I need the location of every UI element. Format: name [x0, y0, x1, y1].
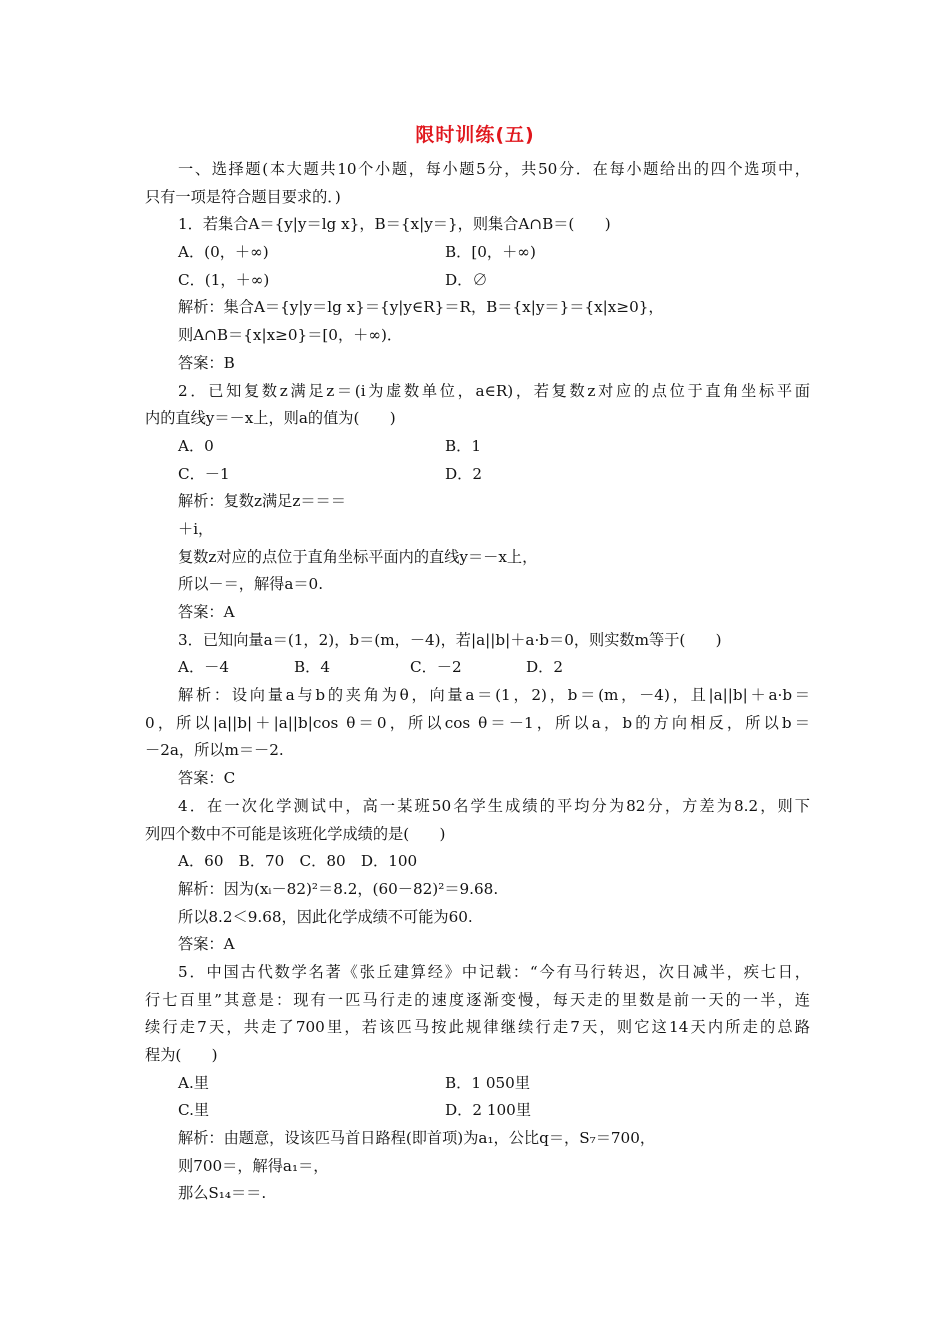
option-right: B．[0，＋∞): [445, 243, 536, 262]
option-right: B．1 050里: [445, 1073, 531, 1092]
text-line: 解析：设向量a与b的夹角为θ，向量a＝(1，2)，b＝(m，－4)，且|a||b|＋a·b＝: [178, 686, 810, 705]
option-left: A．(0，＋∞): [178, 243, 269, 262]
option-item: D．2: [526, 658, 564, 677]
text-line: 则A∩B＝{x|x≥0}＝[0，＋∞)．: [178, 326, 403, 345]
text-line: 复数z对应的点位于直角坐标平面内的直线y＝－x上，: [178, 547, 538, 566]
option-row: [145, 433, 810, 461]
text-line: 2．已知复数z满足z＝(i为虚数单位，a∈R)，若复数z对应的点位于直角坐标平面: [178, 381, 810, 400]
text-line: 答案：A: [178, 935, 235, 954]
text-line: 解析：因为(xᵢ－82)²＝8.2，(60－82)²＝9.68.: [178, 879, 499, 898]
text-line: 所以8.2＜9.68，因此化学成绩不可能为60.: [178, 907, 473, 926]
option-row: [145, 267, 810, 295]
option-right: D．2: [445, 464, 483, 483]
option-row: [145, 239, 810, 267]
text-line: 列四个数中不可能是该班化学成绩的是( ): [145, 824, 446, 843]
text-line: 则700＝，解得a₁＝，: [178, 1156, 329, 1175]
option-row: [145, 1097, 810, 1125]
option-left: C．－1: [178, 464, 230, 483]
text-line: 只有一项是符合题目要求的．): [145, 187, 341, 206]
page-title: 限时训练(五): [415, 124, 535, 146]
text-line: A．60 B．70 C．80 D．100: [178, 852, 418, 871]
option-row: [145, 461, 810, 489]
text-line: 0，所以|a||b|＋|a||b|cos θ＝0，所以cos θ＝－1，所以a，b的方向相反，所以b＝: [145, 713, 810, 732]
option-left: A.里: [178, 1073, 209, 1092]
option-left: A．0: [178, 436, 214, 455]
option-left: C.里: [178, 1101, 210, 1120]
option-right: D．2 100里: [445, 1101, 532, 1120]
text-line: 续行走7天，共走了700里，若该匹马按此规律继续行走7天，则它这14天内所走的总路: [145, 1018, 810, 1037]
text-line: 解析：集合A＝{y|y＝lg x}＝{y|y∈R}＝R，B＝{x|y＝}＝{x|x≥0}，: [178, 298, 664, 317]
text-line: 一、选择题(本大题共10个小题，每小题5分，共50分．在每小题给出的四个选项中，: [178, 160, 810, 178]
text-line: 答案：C: [178, 769, 236, 788]
option-left: C．(1，＋∞): [178, 270, 270, 289]
text-line: 5．中国古代数学名著《张丘建算经》中记载：“今有马行转迟，次日减半，疾七日，: [178, 962, 810, 981]
text-line: 行七百里”其意是：现有一匹马行走的速度逐渐变慢，每天走的里数是前一天的一半，连: [145, 990, 810, 1009]
text-line: 内的直线y＝－x上，则a的值为( ): [145, 409, 396, 428]
text-line: 4．在一次化学测试中，高一某班50名学生成绩的平均分为82分，方差为8.2，则下: [178, 796, 810, 815]
option-right: B．1: [445, 436, 482, 455]
text-line: ＋i，: [178, 519, 214, 538]
text-line: 程为( ): [145, 1046, 218, 1064]
text-line: －2a，所以m＝－2.: [145, 741, 284, 760]
option-item: C．－2: [410, 658, 462, 677]
text-line: 1．若集合A＝{y|y＝lg x}，B＝{x|y＝}，则集合A∩B＝( ): [178, 215, 611, 234]
option-item: B．4: [294, 658, 331, 677]
document-body: [145, 156, 810, 1208]
option-item: A．－4: [178, 658, 230, 677]
option-row: [145, 1070, 810, 1098]
text-line: 解析：由题意，设该匹马首日路程(即首项)为a₁，公比q＝，S₇＝700，: [178, 1129, 656, 1148]
text-line: 那么S₁₄＝＝.: [178, 1184, 267, 1203]
text-line: 所以－＝，解得a＝0.: [178, 575, 324, 594]
text-line: 答案：B: [178, 353, 235, 372]
text-line: 3．已知向量a＝(1，2)，b＝(m，－4)，若|a||b|＋a·b＝0，则实数m等于( ): [178, 630, 722, 649]
text-line: 解析：复数z满足z＝＝＝: [178, 492, 346, 511]
option-row: [145, 654, 810, 682]
text-line: 答案：A: [178, 603, 235, 621]
option-right: D．∅: [445, 270, 488, 289]
